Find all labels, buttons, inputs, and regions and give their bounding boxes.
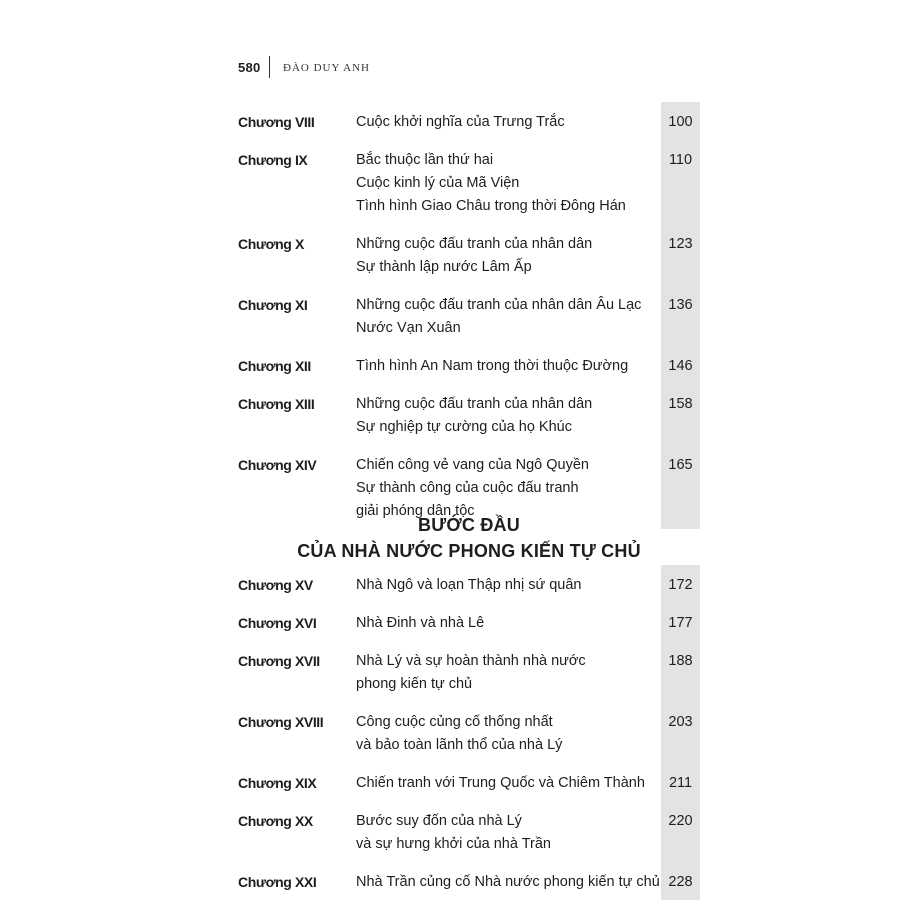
page-ref: 188 (668, 653, 693, 669)
chapter-title (356, 574, 661, 597)
chapter-title-line: giải phóng dân tộc (356, 503, 475, 519)
page-ref: 136 (668, 297, 693, 313)
toc-entry (238, 801, 700, 862)
toc-entry (238, 224, 700, 285)
chapter-title-line: Công cuộc củng cố thống nhất (356, 714, 553, 730)
chapter-title (356, 149, 661, 218)
toc-entry (238, 346, 700, 384)
chapter-title (356, 650, 661, 696)
chapter-title-line: Sự nghiệp tự cường của họ Khúc (356, 419, 572, 435)
chapter-title (356, 810, 661, 856)
chapter-title-line: và bảo toàn lãnh thổ của nhà Lý (356, 737, 563, 753)
toc-entry (238, 702, 700, 763)
chapter-title (356, 233, 661, 279)
chapter-label: Chương XIV (238, 457, 317, 473)
chapter-title (356, 111, 661, 134)
chapter-title-line: Nước Vạn Xuân (356, 320, 461, 336)
header-divider (269, 56, 270, 78)
chapter-title-line: phong kiến tự chủ (356, 676, 473, 692)
chapter-label: Chương VIII (238, 114, 315, 130)
chapter-title-line: Sự thành lập nước Lâm Ấp (356, 259, 532, 275)
chapter-title-line: Tình hình An Nam trong thời thuộc Đường (356, 358, 629, 374)
page-ref: 158 (668, 396, 693, 412)
chapter-title-line: Những cuộc đấu tranh của nhân dân Âu Lạc (356, 297, 642, 313)
section-title-line-2: CỦA NHÀ NƯỚC PHONG KIẾN TỰ CHỦ (297, 541, 641, 561)
toc-entry (238, 140, 700, 224)
chapter-title (356, 772, 661, 795)
chapter-title (356, 294, 661, 340)
chapter-label: Chương IX (238, 152, 308, 168)
chapter-title (356, 711, 661, 757)
chapter-title-line: Nhà Trần củng cố Nhà nước phong kiến tự chủ (356, 874, 660, 890)
chapter-label: Chương XXI (238, 874, 317, 890)
chapter-title-line: Bước suy đốn của nhà Lý (356, 813, 522, 829)
toc-entry (238, 641, 700, 702)
toc-entry (238, 102, 700, 140)
page-number: 580 (238, 60, 261, 75)
toc-part-1 (238, 102, 700, 529)
page-ref: 165 (668, 457, 693, 473)
chapter-label: Chương X (238, 236, 304, 252)
toc-entry (238, 862, 700, 900)
chapter-title (356, 355, 661, 378)
chapter-title-line: Chiến tranh với Trung Quốc và Chiêm Thành (356, 775, 645, 791)
chapter-title (356, 393, 661, 439)
chapter-label: Chương XVIII (238, 714, 324, 730)
page-ref: 172 (668, 577, 693, 593)
toc-entry (238, 285, 700, 346)
toc-entry (238, 763, 700, 801)
chapter-title-line: Chiến công vẻ vang của Ngô Quyền (356, 457, 589, 473)
chapter-title-line: Nhà Lý và sự hoàn thành nhà nước (356, 653, 586, 669)
page-ref: 177 (668, 615, 693, 631)
chapter-label: Chương XV (238, 577, 313, 593)
toc-part-2 (238, 565, 700, 900)
chapter-title-line: Cuộc kinh lý của Mã Viện (356, 175, 520, 191)
page-ref: 203 (668, 714, 693, 730)
chapter-label: Chương XVII (238, 653, 320, 669)
chapter-title-line: Cuộc khởi nghĩa của Trưng Trắc (356, 114, 565, 130)
chapter-title-line: Sự thành công của cuộc đấu tranh (356, 480, 579, 496)
chapter-label: Chương XX (238, 813, 313, 829)
toc-entry (238, 565, 700, 603)
chapter-title (356, 871, 661, 894)
chapter-title-line: Tình hình Giao Châu trong thời Đông Hán (356, 198, 626, 214)
chapter-label: Chương XII (238, 358, 311, 374)
chapter-title-line: và sự hưng khởi của nhà Trần (356, 836, 551, 852)
chapter-title-line: Nhà Ngô và loạn Thập nhị sứ quân (356, 577, 582, 593)
chapter-label: Chương XVI (238, 615, 317, 631)
chapter-label: Chương XIX (238, 775, 317, 791)
chapter-title-line: Nhà Đinh và nhà Lê (356, 615, 485, 631)
author-name: ĐÀO DUY ANH (283, 62, 370, 74)
chapter-title-line: Những cuộc đấu tranh của nhân dân (356, 396, 593, 412)
chapter-title (356, 612, 661, 635)
toc-entry (238, 384, 700, 445)
chapter-label: Chương XI (238, 297, 308, 313)
section-title-line-1: BƯỚC ĐẦU (418, 515, 520, 535)
page-ref: 228 (668, 874, 693, 890)
section-title (238, 512, 700, 564)
toc-entry (238, 603, 700, 641)
chapter-title-line: Bắc thuộc lần thứ hai (356, 152, 494, 168)
page-ref: 220 (668, 813, 693, 829)
page-ref: 211 (668, 775, 693, 791)
page-ref: 110 (668, 152, 693, 168)
page-ref: 123 (668, 236, 693, 252)
chapter-label: Chương XIII (238, 396, 315, 412)
page-ref: 100 (668, 114, 693, 130)
chapter-title-line: Những cuộc đấu tranh của nhân dân (356, 236, 593, 252)
page-ref: 146 (668, 358, 693, 374)
